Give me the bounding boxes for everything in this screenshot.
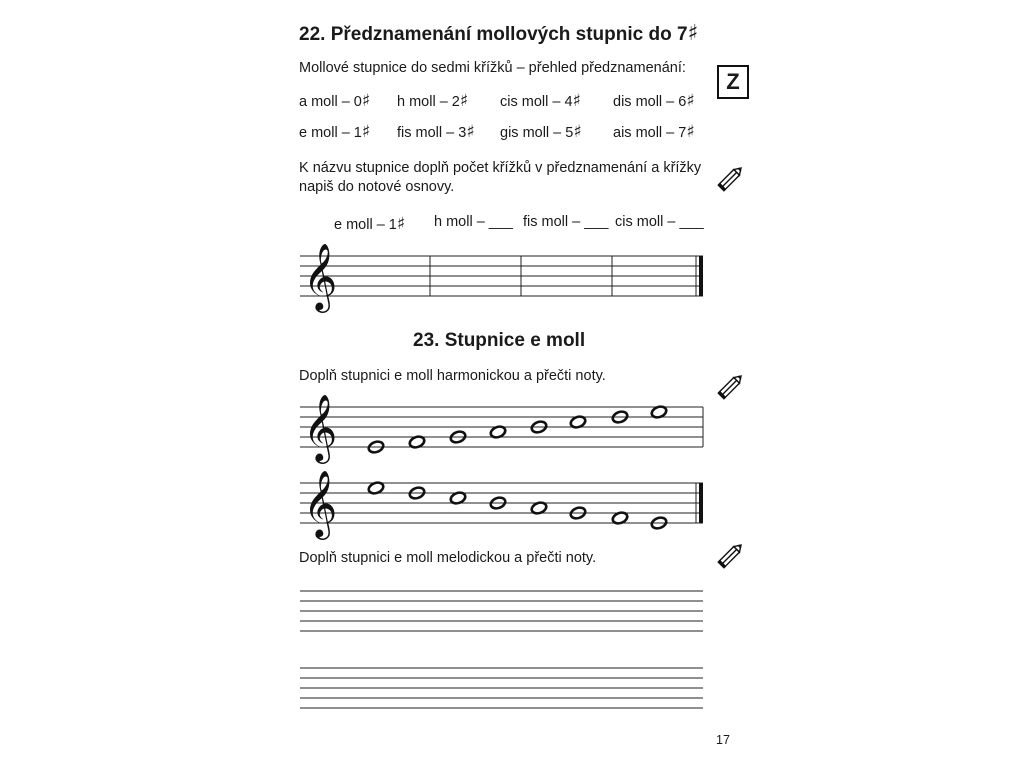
overview-item: dis moll – 6♯: [613, 91, 695, 111]
section-23-title: 23. Stupnice e moll: [413, 330, 586, 351]
overview-item: h moll – 2♯: [397, 91, 469, 111]
z-badge: Z: [717, 65, 749, 99]
sharp-icon: ♯: [361, 122, 371, 142]
treble-clef-icon: 𝄞: [303, 393, 338, 461]
sharp-icon: ♯: [466, 122, 475, 142]
sharp-icon: ♯: [459, 91, 469, 111]
sharp-icon: ♯: [573, 122, 582, 142]
task-text: K názvu stupnice doplň počet křížků v předznamenání a křížky: [299, 160, 702, 176]
sharp-icon: ♯: [687, 21, 699, 46]
section-22-title: 22. Předznamenání mollových stupnic do 7♯: [299, 21, 699, 46]
task-text: napiš do notové osnovy.: [299, 179, 455, 195]
treble-clef-icon: 𝄞: [303, 242, 338, 310]
exercise-item: h moll – ___: [434, 214, 513, 230]
sharp-icon: ♯: [572, 91, 581, 111]
overview-item: ais moll – 7♯: [613, 122, 695, 142]
exercise-item: fis moll – ___: [523, 214, 609, 230]
task-text: Doplň stupnici e moll melodickou a přečti noty.: [299, 550, 597, 566]
overview-item: e moll – 1♯: [299, 122, 371, 142]
sharp-icon: ♯: [686, 91, 695, 111]
treble-clef-icon: 𝄞: [303, 469, 338, 537]
sharp-icon: ♯: [361, 91, 371, 111]
exercise-item: cis moll – ___: [615, 214, 704, 230]
task-text: Doplň stupnici e moll harmonickou a přečti noty.: [299, 368, 606, 384]
overview-item: fis moll – 3♯: [397, 122, 475, 142]
sharp-icon: ♯: [396, 214, 406, 234]
overview-item: cis moll – 4♯: [500, 91, 581, 111]
page-number: 17: [716, 733, 730, 747]
intro-text: Mollové stupnice do sedmi křížků – přehled předznamenání:: [299, 60, 686, 76]
overview-item: gis moll – 5♯: [500, 122, 582, 142]
sharp-icon: ♯: [686, 122, 695, 142]
exercise-item: e moll – 1♯: [334, 214, 406, 234]
overview-item: a moll – 0♯: [299, 91, 371, 111]
